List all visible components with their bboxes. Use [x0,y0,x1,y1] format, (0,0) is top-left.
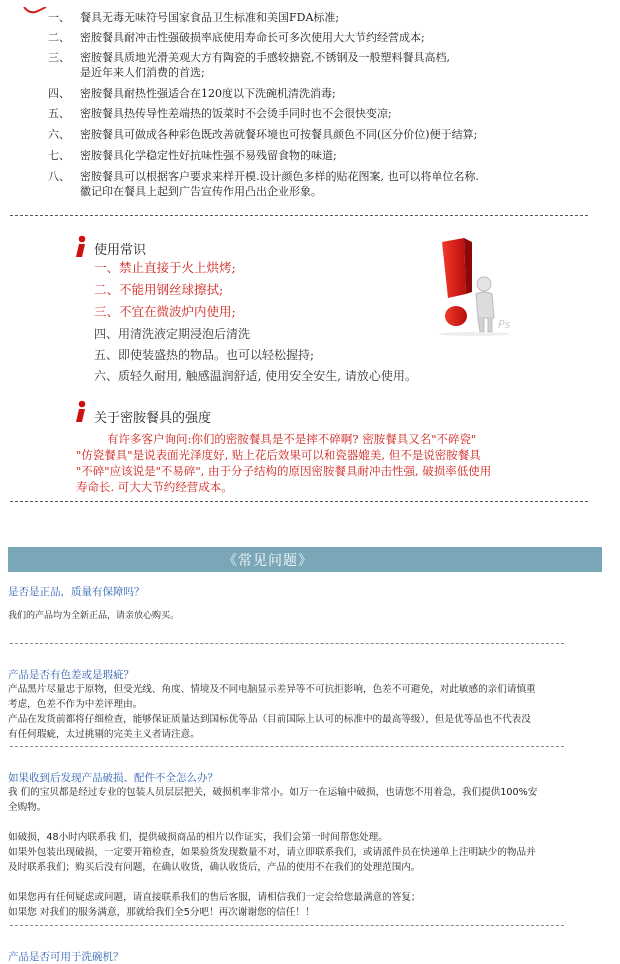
divider [10,746,564,747]
faq-header [8,547,602,572]
top-decor-icon [22,0,48,8]
usage-title: 使用常识 [94,243,147,258]
strength-line: "仿瓷餐具"是说表面光泽度好, 贴上花后效果可以和瓷器媲美, 但不是说密胺餐具 [76,448,481,462]
faq-question: 如果收到后发现产品破损、配件不全怎么办？ [8,772,218,784]
faq-question: 产品是否有色差或是瑕疵？ [8,669,134,681]
divider [10,215,588,216]
usage-item: 三、不宜在微波炉内使用; [94,304,236,319]
usage-item: 一、禁止直接于火上烘烤; [94,260,236,275]
divider [10,501,588,502]
strength-line: 寿命长. 可大大节约经营成本。 [76,480,233,494]
faq-answer: 我们的产品均为全新正品，请亲放心购买。 [8,611,180,621]
faq-question: 产品是否可用于洗碗机？ [8,951,124,963]
divider [10,643,564,644]
faq-question: 是否是正品，质量有保障吗？ [8,586,145,598]
info-icon [72,235,90,257]
usage-item: 二、不能用钢丝球擦拭; [94,282,224,297]
usage-item: 六、质轻久耐用, 触感温润舒适, 使用安全安生, 请放心使用。 [94,369,417,383]
strength-title: 关于密胺餐具的强度 [94,411,212,426]
usage-item: 四、用清洗液定期浸泡后清洗 [94,327,251,341]
strength-line: "不碎"应该说是"不易碎", 由于分子结构的原因密胺餐具耐冲击性强, 破损率低使用 [76,464,492,478]
info-icon [72,400,90,422]
watermark-text: Ps [498,318,511,331]
usage-item: 五、即使装盛热的物品。也可以轻松握持; [94,348,315,362]
faq-header-title: 《常见问题》 [223,553,313,569]
feature-item: 八、 密胺餐具可以根据客户要求来样开模.设计颜色多样的贴花图案, 也可以将单位名称. 徽记印在餐具上起到广告宣传作用凸出企业形象。 [48,170,479,198]
exclamation-figure-icon [434,236,524,336]
divider [10,925,564,926]
feature-item: 三、 密胺餐具质地光滑美观大方有陶瓷的手感较搪瓷,不锈钢及一般塑料餐具高档, 是近年来人们消费的首选; [48,51,450,79]
strength-line: 有许多客户询问:你们的密胺餐具是不是摔不碎啊? 密胺餐具又名"不碎瓷" [107,432,477,446]
